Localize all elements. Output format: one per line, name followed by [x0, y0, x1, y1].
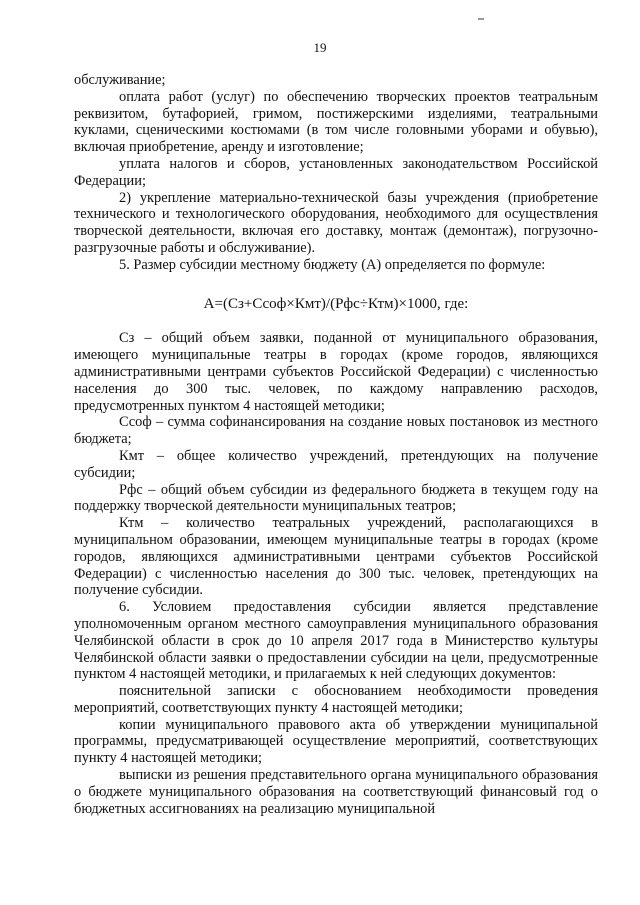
paragraph: копии муниципального правового акта об утверждении муниципальной программы, предусматривающей осуществление мероприятий, соответствующих пункту 4 настоящей методики;	[74, 716, 598, 767]
paragraph: обслуживание;	[74, 72, 166, 88]
paragraph: 6. Условием предоставления субсидии является представление уполномоченным органом местного самоуправления муниципального образования Челябинской области в срок до 10 апреля 2017 года в Министерство культуры Челябинской области заявки о предоставлении субсидии на цели, предусмотренные пунктом 4 настоящей методики, и прилагаемых к ней следующих документов:	[74, 599, 598, 683]
page-number: 19	[313, 40, 327, 55]
paragraph: Сз – общий объем заявки, поданной от муниципального образования, имеющего муниципальные театры в городах (кроме городов, являющихся административными центрами субъектов Российской Федерации) с численностью населения до 300 тыс. человек, по каждому направлению расходов, предусмотренных пунктом 4 настоящей методики;	[74, 330, 598, 414]
formula: А=(Сз+Ссоф×Кмт)/(Рфс÷Ктм)×1000, где:	[203, 295, 469, 312]
paragraph: 2) укрепление материально-технической базы учреждения (приобретение технического и технологического оборудования, необходимого для осуществления творческой деятельности, включая его доставку, монтаж (демонтаж), погрузочно-разгрузочные работы и обслуживание).	[74, 189, 598, 256]
paragraph: Рфс – общий объем субсидии из федерального бюджета в текущем году на поддержку творческой деятельности муниципальных театров;	[74, 481, 598, 515]
paragraph: оплата работ (услуг) по обеспечению творческих проектов театральным реквизитом, бутафорией, гримом, постижерскими изделиями, театральными куклами, сценическими костюмами (в том числе головными уборами и обувью), включая приобретение, аренду и изготовление;	[74, 88, 598, 156]
paragraph: 5. Размер субсидии местному бюджету (А) определяется по формуле:	[119, 256, 546, 273]
paragraph: Ссоф – сумма софинансирования на создание новых постановок из местного бюджета;	[74, 414, 598, 448]
paragraph: Кмт – общее количество учреждений, претендующих на получение субсидии;	[74, 447, 598, 481]
document-body	[74, 72, 598, 817]
paragraph: уплата налогов и сборов, установленных законодательством Российской Федерации;	[74, 155, 598, 189]
paragraph: выписки из решения представительного органа муниципального образования о бюджете муниципального образования на соответствующий финансовый год о бюджетных ассигнованиях на реализацию муниципальной	[74, 767, 598, 817]
paragraph: пояснительной записки с обоснованием необходимости проведения мероприятий, соответствующих пункту 4 настоящей методики;	[74, 683, 598, 716]
scan-mark	[478, 18, 484, 20]
paragraph: Ктм – количество театральных учреждений, располагающихся в муниципальном образовании, имеющем муниципальные театры в городах (кроме городов, являющихся административными центрами субъектов Российской Федерации) с численностью населения до 300 тыс. человек, претендующих на получение субсидии.	[74, 515, 598, 599]
